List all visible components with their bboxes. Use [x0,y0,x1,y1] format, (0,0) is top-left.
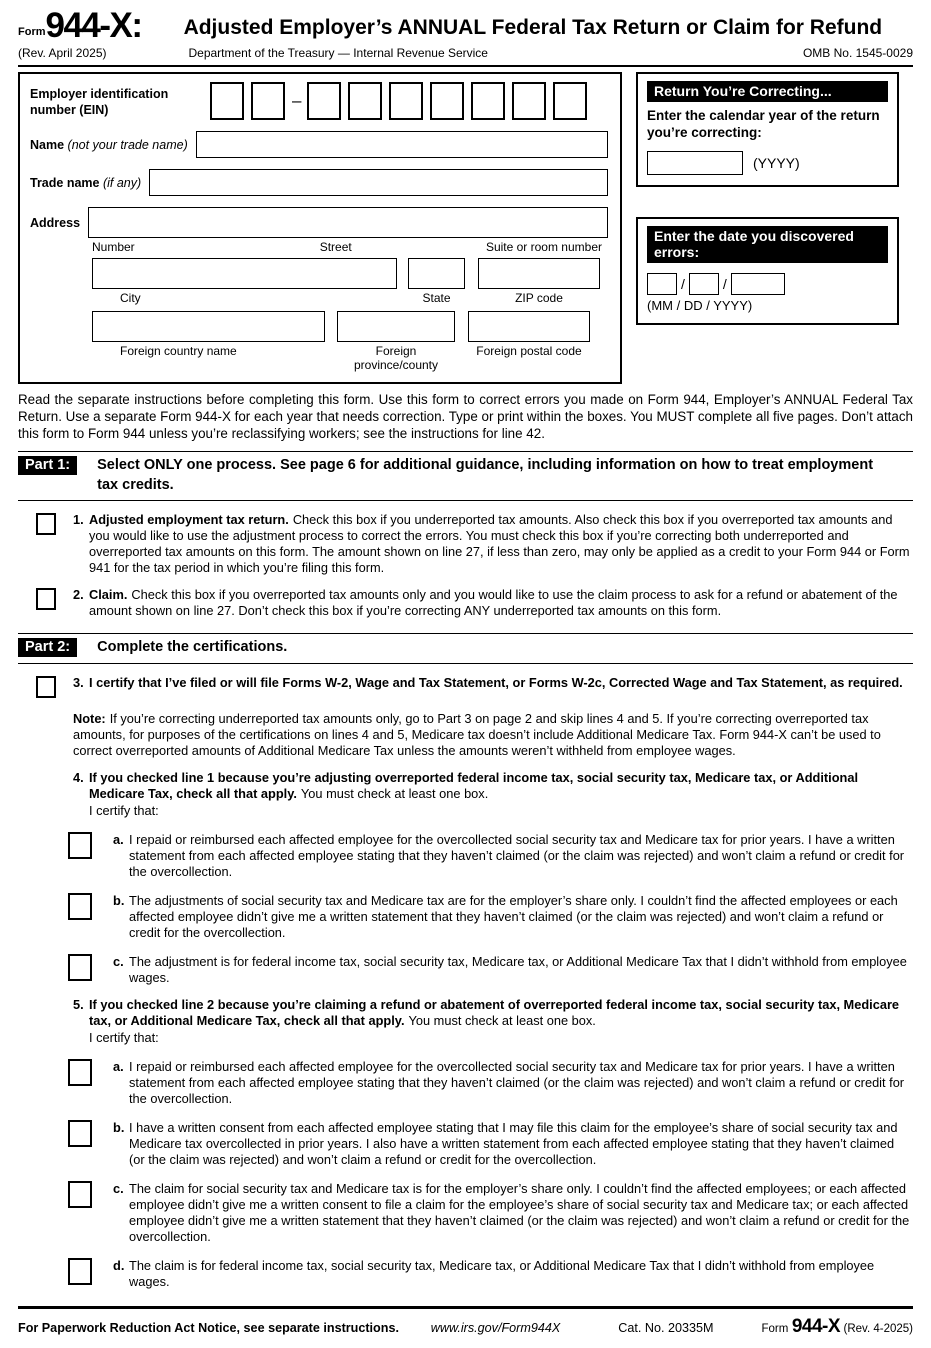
checkbox-line4b[interactable] [68,893,92,920]
agency-name: Department of the Treasury — Internal Revenue Service [188,46,488,60]
part2-title: Complete the certifications. [97,639,288,656]
foreign-province-label: Foreign province/county [353,344,439,372]
line4a-letter: a. [113,831,124,847]
checkbox-line3[interactable] [36,676,56,698]
page-footer [18,1306,913,1348]
line4-item [18,770,913,819]
city-label: City [120,291,141,305]
line5b-item [18,1120,913,1168]
checkbox-line4c[interactable] [68,954,92,981]
date-separator: / [722,275,727,292]
state-label: State [422,291,451,305]
line5d-text: The claim is for federal income tax, social security tax, Medicare tax, or Additional Medicare Tax that I didn’t withhold from employee wages. [129,1257,875,1289]
calendar-year-label: Enter the calendar year of the return you’re correcting: [647,108,880,140]
checkbox-line1[interactable] [36,513,56,535]
form-word: Form [18,26,46,38]
ein-digit-box[interactable] [553,82,587,120]
line5-certify: I certify that: [89,1029,159,1045]
date-format-hint: (MM / DD / YYYY) [647,297,753,313]
address-input[interactable] [88,207,608,238]
revision-date: (Rev. April 2025) [18,46,107,60]
checkbox-line5c[interactable] [68,1181,92,1208]
foreign-row [92,311,608,342]
city-state-zip-row [92,258,608,289]
line5c-item [18,1181,913,1245]
trade-name-input[interactable] [149,169,608,196]
name-label: Name (not your trade name) [30,137,188,152]
ein-row [30,82,608,120]
line5d-item [18,1258,913,1290]
foreign-country-label: Foreign country name [120,344,237,358]
footer-form-id: Form 944-X (Rev. 4-2025) [761,1315,913,1337]
top-section [18,72,913,384]
form-subheader [18,43,913,67]
correcting-column [636,72,899,384]
foreign-province-input[interactable] [337,311,455,342]
foreign-postal-label: Foreign postal code [476,344,582,358]
ein-digit-box[interactable] [307,82,341,120]
suite-label: Suite or room number [485,240,602,254]
date-discovered-box [636,217,899,325]
line4b-item [18,893,913,941]
paperwork-notice: For Paperwork Reduction Act Notice, see separate instructions. [18,1320,399,1335]
checkbox-line4a[interactable] [68,832,92,859]
month-input[interactable] [647,273,677,295]
ein-digit-box[interactable] [251,82,285,120]
calendar-year-input[interactable] [647,151,743,175]
line4-number: 4. [73,769,84,785]
zip-input[interactable] [478,258,600,289]
zip-label: ZIP code [515,291,563,305]
identification-panel [18,72,622,384]
ein-digit-box[interactable] [430,82,464,120]
line5a-letter: a. [113,1058,124,1074]
ein-digit-box[interactable] [389,82,423,120]
ein-label: Employer identification number (EIN) [30,87,169,118]
part2-tag: Part 2: [18,638,77,657]
trade-name-label: Trade name (if any) [30,175,142,190]
day-input[interactable] [689,273,719,295]
line4c-letter: c. [113,953,124,969]
form-number: 944-X: [45,6,142,45]
line5a-text: I repaid or reimbursed each affected employee for the overcollected social security tax and Medicare tax for prior years. I have a written statement from each affected employee stating that they haven’t claimed (or the claim was rejected) and won’t claim a refund or credit for the overcollection. [129,1058,905,1106]
line4b-text: The adjustments of social security tax and Medicare tax are for the employer’s share only. I couldn’t find the affected employees or each affected employee didn’t give me a written statement that they haven’t claimed (or the claim was rejected) and won’t claim a refund or credit for the overcollection. [129,892,898,940]
line5c-text: The claim for social security tax and Medicare tax is for the employer’s share only. I couldn’t find the affected employees; or each affected employee didn’t give me a written consent to file a claim for the employee’s share of social security tax and Medicare tax; or each affected employee didn’t give me a written statement that they haven’t claimed (or the claim was rejected) and won’t claim a refund or credit for the overcollection. [129,1180,910,1244]
ein-dash: – [292,91,302,110]
line1-text: Adjusted employment tax return. Check this box if you underreported tax amounts. Also check this box if you overreported tax amounts and you would like to use the adjustment process to correct the errors. You must check this box if you’re correcting both underreported and overreported tax amounts on this form. The amount shown on line 27, if less than zero, may only be applied as a credit to your Form 944 or Form 941 for the tax period in which you’re filing this form. [89,512,910,576]
part2-header [18,633,913,664]
ein-digit-box[interactable] [471,82,505,120]
line5-number: 5. [73,996,84,1012]
ein-digit-box[interactable] [348,82,382,120]
date-separator: / [681,275,685,292]
checkbox-line5b[interactable] [68,1120,92,1147]
return-correcting-header: Return You’re Correcting... [647,81,888,102]
checkbox-line5d[interactable] [68,1258,92,1285]
line5d-letter: d. [113,1257,125,1273]
line1-number: 1. [73,512,84,528]
name-row [30,131,608,158]
line4c-text: The adjustment is for federal income tax, social security tax, Medicare tax, or Additional Medicare Tax that I didn’t withhold from employee wages. [129,953,907,985]
part1-header [18,451,913,501]
catalog-number: Cat. No. 20335M [618,1320,714,1335]
line5b-letter: b. [113,1119,125,1135]
year-input[interactable] [731,273,785,295]
intro-paragraph: Read the separate instructions before completing this form. Use this form to correct errors you made on Form 944, Employer’s ANNUAL Federal Tax Return. Use a separate Form 944-X for each year that needs correction. Type or print within the boxes. You MUST complete all five pages. Don’t attach this form to Form 944 unless you’re reclassifying workers; see the instructions for line 42. [18,392,913,441]
line2-number: 2. [73,587,84,603]
part1-tag: Part 1: [18,456,77,475]
date-discovered-row [647,273,888,295]
irs-url: www.irs.gov/Form944X [430,1320,561,1335]
checkbox-line5a[interactable] [68,1059,92,1086]
city-input[interactable] [92,258,397,289]
line3-number: 3. [73,674,84,690]
line1-item [18,512,913,576]
name-input[interactable] [196,131,608,158]
part1-title: Select ONLY one process. See page 6 for additional guidance, including information on how to treat employment tax credits. [97,457,874,493]
line5b-text: I have a written consent from each affected employee stating that I may file this claim for the employee’s share of social security tax and Medicare tax overcollected in prior years. I also have a written statement from each affected employee stating that they haven’t claimed (or the claim was rejected) and won’t claim a refund or credit for the overcollection. [129,1119,898,1167]
calendar-year-row [647,151,888,175]
ein-boxes [210,82,608,120]
line2-item [18,587,913,619]
line4-certify: I certify that: [89,802,159,818]
line5c-letter: c. [113,1180,124,1196]
form-header [18,6,913,43]
address-label: Address [30,215,81,230]
city-state-zip-labels [92,291,608,305]
line4c-item [18,954,913,986]
line3-text: I certify that I’ve filed or will file Forms W-2, Wage and Tax Statement, or Forms W-2c, Corrected Wage and Tax Statement, as required. [89,674,903,690]
state-input[interactable] [408,258,465,289]
omb-number: OMB No. 1545-0029 [802,46,913,60]
trade-name-row [30,169,608,196]
return-correcting-box [636,72,899,187]
line2-text: Claim. Check this box if you overreported tax amounts only and you would like to use the claim process to ask for a refund or abatement of the amount shown on line 27. Don’t check this box if you’re correcting ANY underreported tax amounts on this form. [89,587,898,619]
line5-text: If you checked line 2 because you’re claiming a refund or abatement of overreported federal income tax, social security tax, Medicare tax, or Additional Medicare Tax, check all that apply. You must check at least one box. I certify that: [89,997,913,1046]
note-block [18,711,913,759]
line5-item [18,997,913,1046]
yyyy-hint: (YYYY) [753,154,800,171]
note-text: Note: If you’re correcting underreported tax amounts only, go to Part 3 on page 2 and skip lines 4 and 5. If you’re correcting overreported tax amounts, for purposes of the certifications on lines 4 and 5, Medicare tax doesn’t include Additional Medicare Tax. Form 944-X can’t be used to correct overreported amounts of Additional Medicare Tax unless the amounts weren’t withheld from employee wages. [73,710,881,758]
line4a-text: I repaid or reimbursed each affected employee for the overcollected social security tax and Medicare tax for prior years. I have a written statement from each affected employee stating that they haven’t claimed (or the claim was rejected) and won’t claim a refund or credit for the overcollection. [129,831,905,879]
foreign-postal-input[interactable] [468,311,590,342]
line5a-item [18,1059,913,1107]
date-discovered-header: Enter the date you discovered errors: [647,226,888,263]
line3-item [18,675,913,698]
ein-digit-box[interactable] [210,82,244,120]
street-label: Street [319,240,352,254]
line4b-letter: b. [113,892,125,908]
line4a-item [18,832,913,880]
address-row [30,207,608,238]
checkbox-line2[interactable] [36,588,56,610]
foreign-labels [92,344,608,372]
address-sublabels [92,240,608,254]
line4-text: If you checked line 1 because you’re adjusting overreported federal income tax, social security tax, Medicare tax, or Additional Medicare Tax, check all that apply. You must check at least one box. I certify that: [89,770,913,819]
number-label: Number [92,240,135,254]
form-title: Adjusted Employer’s ANNUAL Federal Tax Return or Claim for Refund [183,16,883,39]
ein-digit-box[interactable] [512,82,546,120]
foreign-country-input[interactable] [92,311,325,342]
